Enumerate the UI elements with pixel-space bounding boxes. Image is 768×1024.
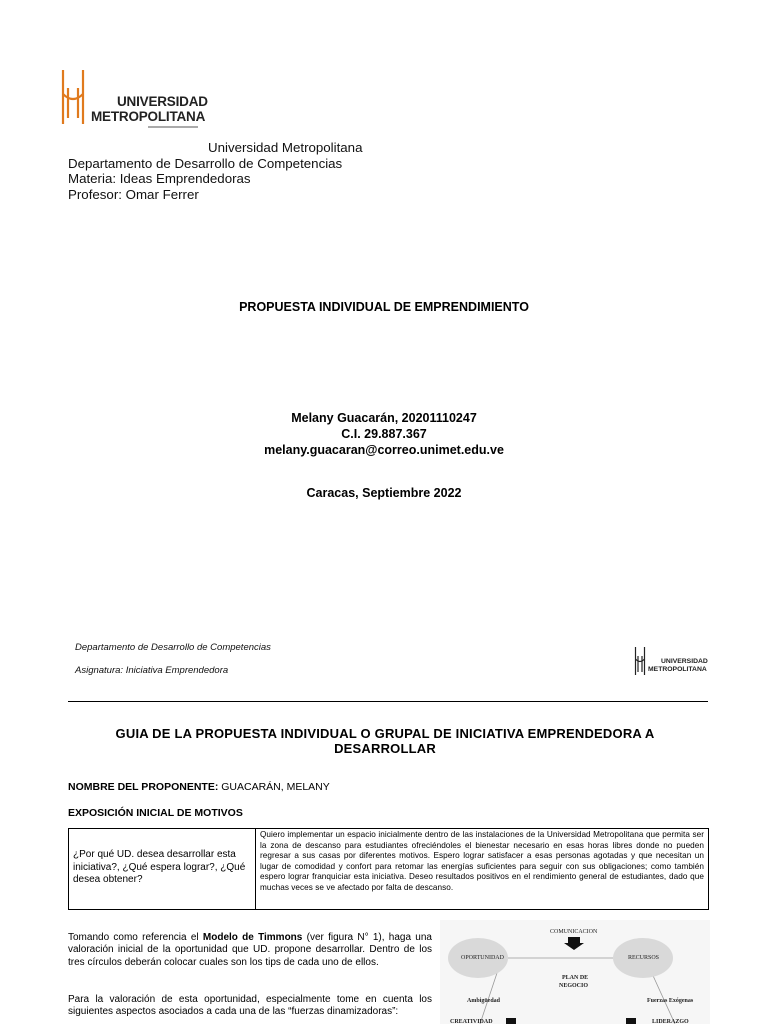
timmons-paragraph-post: (ver figura N° 1), haga una valoración inicial de la oportunidad que UD. propone desarrollar. Dentro de los tres círculos deberán colocar cuales son los tips de cada uno de ellos. bbox=[68, 932, 432, 968]
page2-asignatura: Asignatura: Iniciativa Emprendedora bbox=[75, 665, 229, 676]
logo-word-metropolitana: METROPOLITANA bbox=[91, 109, 206, 124]
university-logo-mark-icon bbox=[60, 68, 86, 126]
guide-title: GUIA DE LA PROPUESTA INDIVIDUAL O GRUPAL DE INICIATIVA EMPRENDEDORA A DESARROLLAR bbox=[115, 726, 655, 756]
diagram-label-top: COMUNICACION bbox=[550, 929, 598, 935]
section-title: EXPOSICIÓN INICIAL DE MOTIVOS bbox=[68, 807, 243, 819]
place-date: Caracas, Septiembre 2022 bbox=[306, 486, 462, 500]
logo-word-universidad: UNIVERSIDAD bbox=[117, 94, 208, 109]
header-university: Universidad Metropolitana bbox=[208, 140, 363, 155]
horizontal-divider bbox=[68, 701, 708, 702]
diagram-label-center-2: NEGOCIO bbox=[559, 983, 589, 989]
university-logo-small-mark-icon bbox=[634, 646, 646, 676]
timmons-diagram bbox=[440, 920, 710, 1024]
author-block bbox=[0, 410, 768, 458]
diagram-label-left-side: Ambigüedad bbox=[467, 998, 501, 1004]
valuation-paragraph: Para la valoración de esta oportunidad, especialmente tome en cuenta los siguientes aspectos asociados a cada una de las “fuerzas dinamizadoras”: bbox=[68, 994, 432, 1018]
motives-question-cell: ¿Por qué UD. desea desarrollar esta iniciativa?, ¿Qué espera lograr?, ¿Qué desea obtener? bbox=[69, 829, 256, 909]
proponent-line bbox=[68, 781, 330, 793]
motives-table bbox=[68, 828, 709, 910]
timmons-diagram-graphic bbox=[440, 920, 710, 1024]
proponent-label: NOMBRE DEL PROPONENTE: bbox=[68, 781, 219, 793]
diagram-label-left-circle: OPORTUNIDAD bbox=[461, 955, 504, 961]
logo-tagline bbox=[148, 126, 198, 128]
header-professor: Profesor: Omar Ferrer bbox=[68, 186, 199, 202]
small-logo-word-universidad: UNIVERSIDAD bbox=[661, 658, 708, 665]
motives-answer-cell: Quiero implementar un espacio inicialmente dentro de las instalaciones de la Universidad Metropolitana que permita ser la zona de descanso para estudiantes ofreciéndoles el bienestar necesario en esas horas libres donde no pueden regresar a sus casas por diferentes motivos. Espero lograr satisfacer a esas personas agotadas y que necesitan un lugar de comodidad y confort para retomar las energías suficientes para seguir con sus obligaciones; como también espero lograr franquiciar esta iniciativa. Deseo resultados positivos en el rendimiento general de estudiantes, dado que muchas veces se ve afectado por falta de descanso. bbox=[260, 830, 704, 892]
author-ci: C.I. 29.887.367 bbox=[341, 427, 427, 441]
university-logo-small bbox=[634, 646, 714, 678]
header-department: Departamento de Desarrollo de Competencias bbox=[68, 155, 343, 171]
diagram-label-right-side: Fuerzas Exógenas bbox=[647, 998, 694, 1004]
cover-title: PROPUESTA INDIVIDUAL DE EMPRENDIMIENTO bbox=[239, 300, 529, 314]
timmons-model-name: Modelo de Timmons bbox=[202, 932, 303, 943]
timmons-paragraph bbox=[68, 932, 432, 969]
header-subject: Materia: Ideas Emprendedoras bbox=[68, 171, 251, 186]
small-logo-word-metropolitana: METROPOLITANA bbox=[648, 666, 707, 673]
proponent-value: GUACARÁN, MELANY bbox=[218, 781, 330, 793]
diagram-label-bottom-right: LIDERAZGO bbox=[652, 1019, 689, 1024]
timmons-paragraph-pre: Tomando como referencia el bbox=[68, 932, 203, 943]
author-email: melany.guacaran@correo.unimet.edu.ve bbox=[264, 443, 504, 457]
author-name: Melany Guacarán, 20201110247 bbox=[291, 411, 477, 425]
university-logo bbox=[60, 66, 210, 130]
diagram-label-bottom-left: CREATIVIDAD bbox=[450, 1019, 493, 1024]
page2-department: Departamento de Desarrollo de Competencias bbox=[75, 642, 271, 653]
diagram-label-right-circle: RECURSOS bbox=[628, 955, 660, 961]
diagram-label-center-1: PLAN DE bbox=[562, 975, 589, 981]
header-info bbox=[68, 140, 362, 202]
